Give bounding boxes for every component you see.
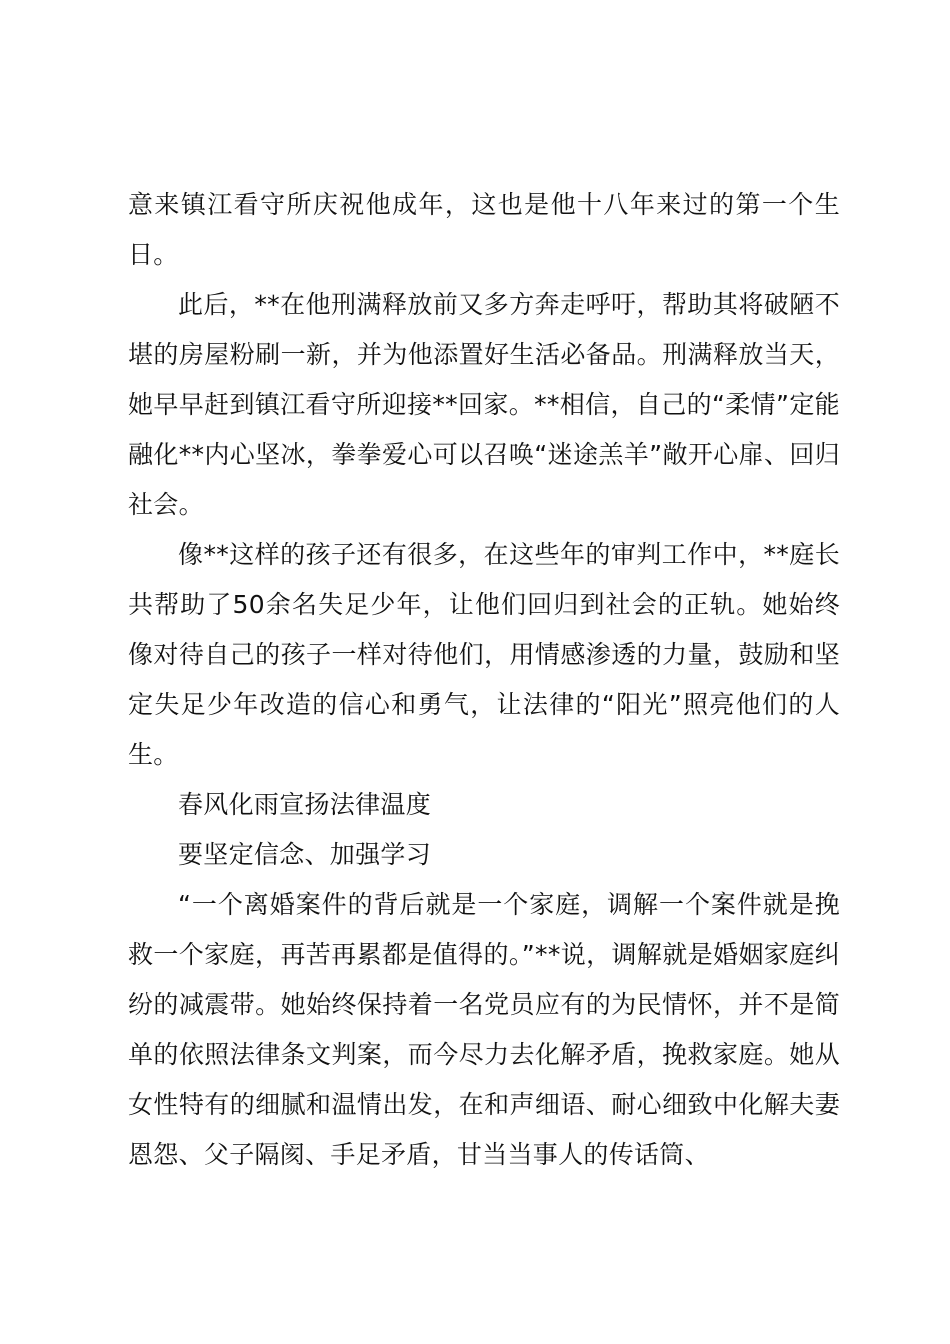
paragraph-1: 意来镇江看守所庆祝他成年，这也是他十八年来过的第一个生日。: [128, 190, 840, 269]
section-heading-1: 春风化雨宣扬法律温度: [178, 790, 432, 819]
document-body: [128, 180, 840, 1180]
paragraph-3: 像**这样的孩子还有很多，在这些年的审判工作中，**庭长共帮助了50余名失足少年，让他们回归到社会的正轨。她始终像对待自己的孩子一样对待他们，用情感渗透的力量，鼓励和坚定失足少年改造的信心和勇气，让法律的“阳光”照亮他们的人生。: [128, 540, 840, 769]
paragraph-4: “一个离婚案件的背后就是一个家庭，调解一个案件就是挽救一个家庭，再苦再累都是值得的。”**说，调解就是婚姻家庭纠纷的减震带。她始终保持着一名党员应有的为民情怀，并不是简单的依照法律条文判案，而今尽力去化解矛盾，挽救家庭。她从女性特有的细腻和温情出发，在和声细语、耐心细致中化解夫妻恩怨、父子隔阂、手足矛盾，甘当当事人的传话筒、: [128, 890, 840, 1169]
paragraph-2: 此后，**在他刑满释放前又多方奔走呼吁，帮助其将破陋不堪的房屋粉刷一新，并为他添置好生活必备品。刑满释放当天，她早早赶到镇江看守所迎接**回家。**相信，自己的“柔情”定能融化**内心坚冰，拳拳爱心可以召唤“迷途羔羊”敞开心扉、回归社会。: [128, 290, 840, 519]
section-heading-2: 要坚定信念、加强学习: [178, 840, 432, 869]
